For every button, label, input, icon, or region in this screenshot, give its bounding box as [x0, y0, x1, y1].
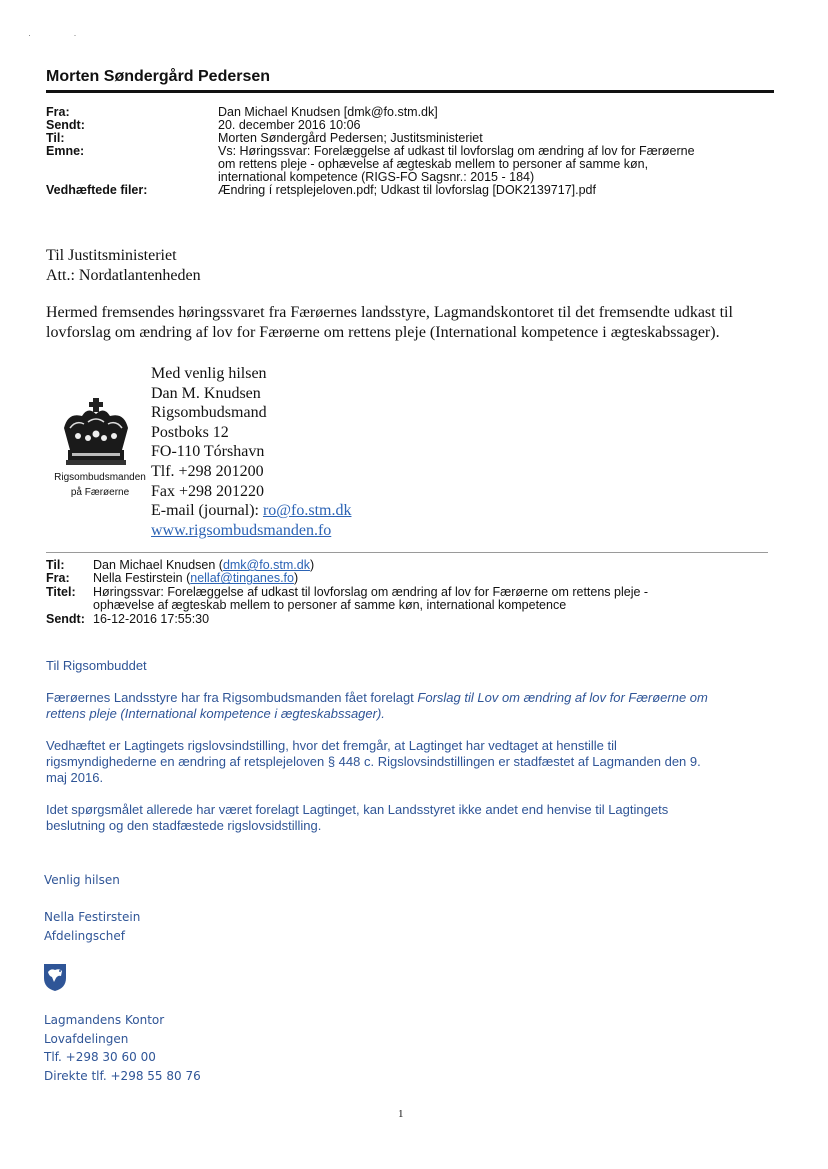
document-title: Morten Søndergård Pedersen — [46, 68, 271, 85]
crown-logo-icon — [58, 398, 134, 468]
signature-email-row — [151, 501, 351, 521]
attachments-value[interactable]: Ændring í retsplejeloven.pdf; Udkast til lovforslag [DOK2139717].pdf — [218, 183, 596, 197]
signature-fax: Fax +298 201220 — [151, 482, 265, 500]
fwd-til-name: Dan Michael Knudsen ( — [93, 558, 223, 572]
fwd-label: Fra: — [46, 571, 70, 586]
fwd-org: Lagmandens Kontor — [44, 1013, 165, 1027]
signature-role: Rigsombudsmand — [151, 404, 267, 422]
fwd-label: Sendt: — [46, 611, 85, 626]
addressee — [46, 246, 201, 285]
header-label: Til: — [46, 131, 65, 145]
header-row-emne — [46, 145, 776, 184]
faroe-coat-of-arms-icon — [42, 962, 68, 992]
website-link[interactable]: www.rigsombudsmanden.fo — [151, 521, 332, 539]
forward-divider — [46, 552, 768, 553]
corner-marks: · · — [28, 30, 97, 40]
fwd-p2-line: maj 2016. — [46, 770, 104, 785]
signature-phone: Tlf. +298 201200 — [151, 462, 264, 480]
header-label: Fra: — [46, 105, 70, 119]
fwd-fra-name: Nella Festirstein ( — [93, 571, 191, 586]
fwd-label: Til: — [46, 558, 65, 572]
intro-line: lovforslag om ændring af lov for Færøerne om rettens pleje (International kompetence i ægteskabssager). — [46, 324, 720, 341]
fwd-fra-email-link[interactable]: nellaf@tinganes.fo — [190, 571, 294, 586]
page-number: 1 — [398, 1108, 404, 1120]
fwd-sendt-value: 16-12-2016 17:55:30 — [93, 611, 210, 626]
signature-name: Dan M. Knudsen — [151, 384, 261, 402]
header-value: Vs: Høringssvar: Forelæggelse af udkast til lovforslag om ændring af lov for Færøerne — [218, 144, 695, 158]
fwd-sender-name: Nella Festirstein — [44, 910, 141, 924]
fwd-p2-line: Vedhæftet er Lagtingets rigslovsindstilling, hvor det fremgår, at Lagtinget har vedtaget at henstille til — [46, 738, 617, 753]
logo-caption-line: Rigsombudsmanden — [54, 472, 146, 483]
header-value: Dan Michael Knudsen [dmk@fo.stm.dk] — [218, 105, 438, 119]
fwd-titel-line: Høringssvar: Forelæggelse af udkast til lovforslag om ændring af lov for Færøerne om rettens pleje - — [93, 584, 649, 599]
fwd-row-til — [46, 559, 776, 572]
signature-postbox: Postboks 12 — [151, 423, 229, 441]
header-value: om rettens pleje - ophævelse af ægteskab mellem to personer af samme køn, — [218, 157, 649, 171]
header-label: Vedhæftede filer: — [46, 183, 148, 197]
fwd-p1-lead: Færøernes Landsstyre har fra Rigsombudsmanden fået forelagt — [46, 690, 418, 705]
fwd-row-titel — [46, 586, 776, 613]
fwd-paragraph-1 — [46, 690, 776, 722]
intro-paragraph — [46, 303, 786, 343]
fwd-til-email-link[interactable]: dmk@fo.stm.dk — [222, 558, 310, 572]
fwd-titel-line: ophævelse af ægteskab mellem to personer af samme køn, international kompetence — [93, 598, 567, 613]
signature-city: FO-110 Tórshavn — [151, 443, 265, 461]
fwd-p3-line: Idet spørgsmålet allerede har været forelagt Lagtinget, kan Landsstyret ikke andet end henvise til Lagtingets — [46, 802, 669, 817]
title-rule — [46, 90, 774, 93]
header-row-fra — [46, 106, 776, 119]
logo-caption — [45, 470, 155, 500]
forwarded-header — [46, 559, 776, 626]
fwd-dept: Lovafdelingen — [44, 1032, 129, 1046]
header-value: international kompetence (RIGS-FO Sagsnr.: 2015 - 184) — [218, 170, 535, 184]
header-row-attachments — [46, 184, 776, 197]
fwd-closing: Venlig hilsen — [44, 873, 120, 887]
fwd-paragraph-3 — [46, 802, 776, 834]
fwd-p3-line: beslutning og den stadfæstede rigslovsidstilling. — [46, 818, 322, 833]
fwd-paragraph-2 — [46, 738, 776, 786]
logo-caption-line: på Færøerne — [70, 487, 130, 498]
email-header — [46, 106, 776, 197]
fwd-p1-italic: Forslag til Lov om ændring af lov for Færøerne om — [417, 690, 708, 705]
signature-block — [151, 364, 351, 540]
signature-greeting: Med venlig hilsen — [151, 365, 267, 382]
addressee-line: Til Justitsministeriet — [46, 247, 177, 264]
email-label: E-mail (journal): — [151, 502, 263, 520]
header-label: Sendt: — [46, 118, 85, 132]
fwd-p1-italic: rettens pleje (International kompetence i ægteskabssager). — [46, 706, 385, 721]
header-value: 20. december 2016 10:06 — [218, 118, 361, 132]
fwd-label: Titel: — [46, 584, 76, 599]
header-value: Morten Søndergård Pedersen; Justitsministeriet — [218, 131, 483, 145]
fwd-p2-line: rigsmyndighederne en ændring af retsplejeloven § 448 c. Rigslovsindstillingen er stadfæstet af Lagmanden den 9. — [46, 754, 701, 769]
addressee-line: Att.: Nordatlantenheden — [46, 266, 201, 284]
fwd-til-close: ) — [309, 558, 315, 572]
fwd-salutation: Til Rigsombuddet — [46, 658, 147, 673]
fwd-row-sendt — [46, 613, 776, 626]
fwd-fra-close: ) — [293, 571, 299, 586]
fwd-direct-phone: Direkte tlf. +298 55 80 76 — [44, 1069, 201, 1083]
fwd-phone: Tlf. +298 30 60 00 — [44, 1050, 156, 1064]
fwd-sender-title: Afdelingschef — [44, 929, 125, 943]
email-link[interactable]: ro@fo.stm.dk — [262, 502, 352, 520]
intro-line: Hermed fremsendes høringssvaret fra Færøernes landsstyre, Lagmandskontoret til det fremsendte udkast til — [46, 304, 733, 321]
fwd-row-fra — [46, 572, 776, 585]
header-label: Emne: — [46, 144, 85, 158]
